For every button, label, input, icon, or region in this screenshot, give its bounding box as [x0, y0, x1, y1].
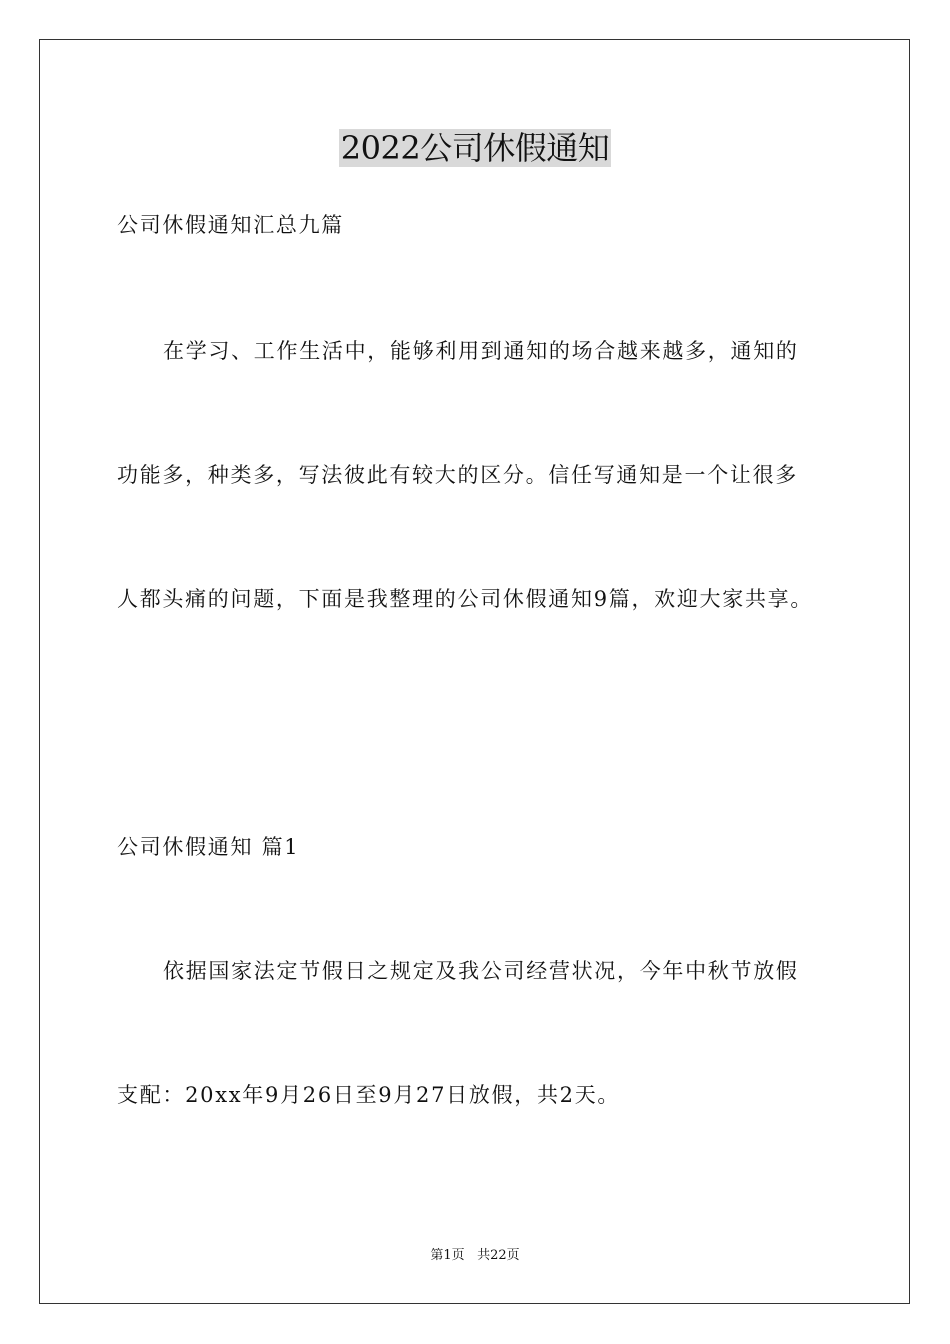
intro-paragraph-line-1: 在学习、工作生活中，能够利用到通知的场合越来越多，通知的 [163, 339, 799, 363]
section-paragraph-line-1: 依据国家法定节假日之规定及我公司经营状况，今年中秋节放假 [163, 959, 799, 983]
footer-page-number: 第1页 [430, 1248, 465, 1263]
intro-paragraph-line-3: 人都头痛的问题，下面是我整理的公司休假通知9篇，欢迎大家共享。 [117, 587, 814, 611]
intro-paragraph-line-2: 功能多，种类多，写法彼此有较大的区分。信任写通知是一个让很多 [117, 463, 798, 487]
document-title: 2022公司休假通知 [340, 129, 610, 167]
section-heading: 公司休假通知 篇1 [117, 835, 300, 859]
document-subtitle: 公司休假通知汇总九篇 [117, 213, 344, 237]
section-paragraph-line-2: 支配：20xx年9月26日至9月27日放假，共2天。 [117, 1083, 621, 1107]
footer-total-pages: 共22页 [477, 1248, 520, 1263]
document-title-row [0, 128, 950, 174]
page-footer [0, 1247, 950, 1265]
